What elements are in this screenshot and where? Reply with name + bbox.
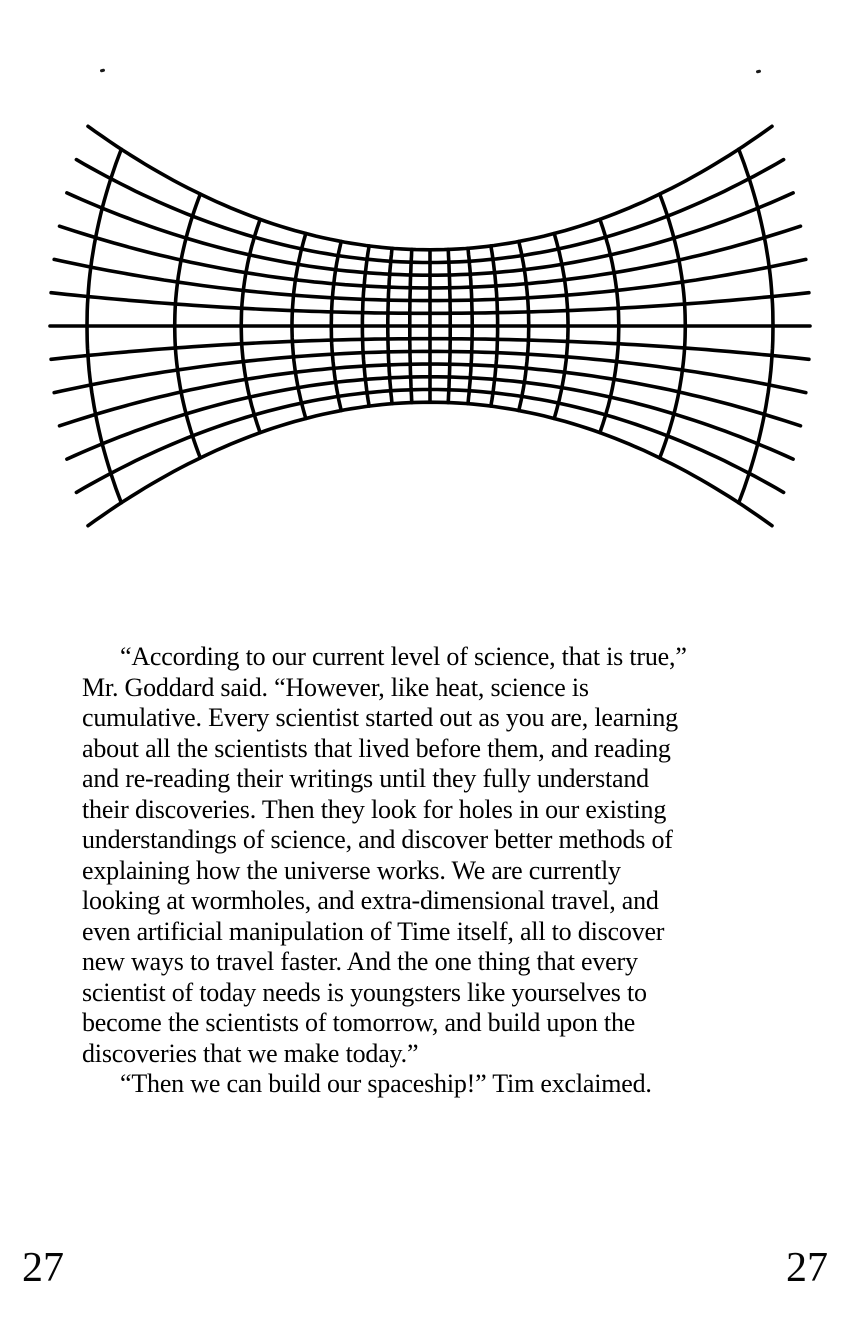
text-line: Mr. Goddard said. “However, like heat, science is (82, 672, 589, 702)
text-line: and re-reading their writings until they fully understand (82, 764, 649, 793)
text-line: their discoveries. Then they look for holes in our existing (82, 794, 667, 824)
text-line: discoveries that we make today.” (82, 1038, 419, 1068)
grid-line-horizontal (88, 126, 772, 250)
text-line: become the scientists of tomorrow, and build upon the (82, 1008, 636, 1037)
wormhole-figure-area (0, 0, 860, 590)
text-line: scientist of today needs is youngsters like yourselves to (82, 977, 647, 1007)
text-line: “Then we can build our spaceship!” Tim exclaimed. (120, 1069, 652, 1098)
page-number-left: 27 (22, 1245, 64, 1291)
page-number-right: 27 (786, 1245, 828, 1291)
text-line: explaining how the universe works. We are currently (82, 855, 621, 885)
text-line: even artificial manipulation of Time itself, all to discover (82, 916, 665, 946)
text-line: cumulative. Every scientist started out as you are, learning (82, 703, 678, 732)
grid-line-horizontal (88, 402, 772, 526)
text-line: about all the scientists that lived before them, and reading (82, 733, 671, 763)
paragraph (82, 642, 806, 1069)
text-line: “According to our current level of science, that is true,” (120, 642, 687, 671)
text-line: new ways to travel faster. And the one thing that every (82, 947, 638, 976)
wormhole-grid-figure (0, 0, 860, 590)
paragraph (82, 1069, 806, 1100)
body-text (82, 642, 806, 1100)
text-line: looking at wormholes, and extra-dimensional travel, and (82, 886, 659, 915)
text-line: understandings of science, and discover better methods of (82, 825, 673, 854)
